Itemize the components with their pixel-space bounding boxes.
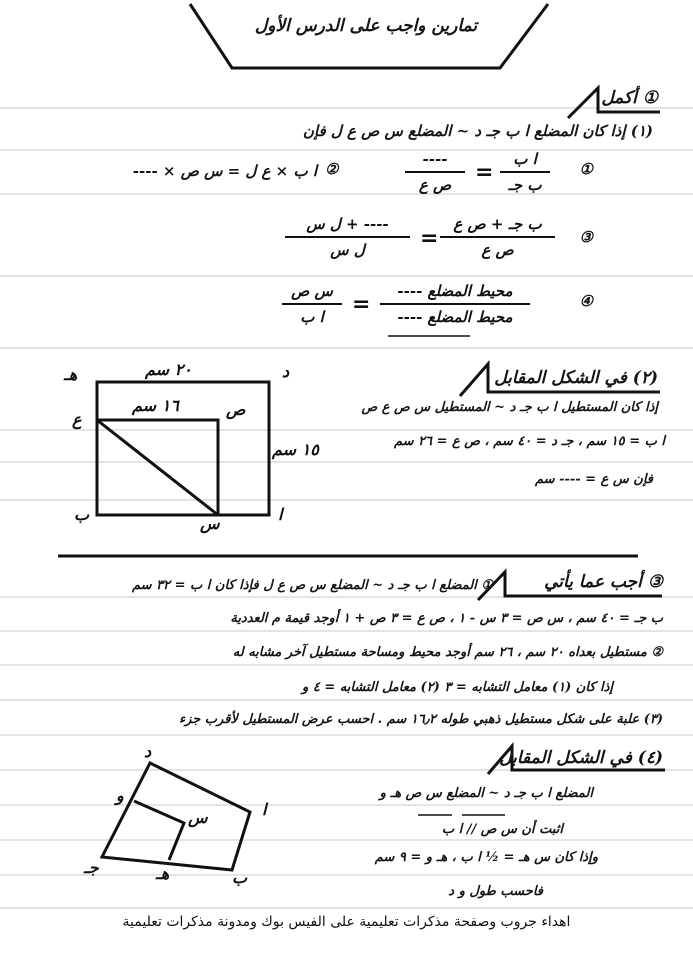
equals-sign: = xyxy=(352,292,371,317)
s3-q2-line2: إذا كان (١) معامل التشابه = ٣ (٢) معامل التشابه = ٤ و xyxy=(302,680,613,695)
s1-q1-c-left-fraction xyxy=(440,215,555,259)
s1-q1-a-left-fraction xyxy=(500,150,550,194)
frac-num: ا ب xyxy=(513,150,537,168)
frac-num: ب جـ + ص ع xyxy=(453,215,542,233)
s2-line3: فإن س ع = ---- سم xyxy=(535,472,653,487)
s1-q1-d-left-fraction xyxy=(380,282,530,326)
fig1-vertex-bot-mid: س xyxy=(200,514,220,533)
footer-credit: اهداء جروب وصفحة مذكرات تعليمية على الفيس بوك ومدونة مذكرات تعليمية xyxy=(122,914,571,930)
fig2-vertex-bot-right: ب xyxy=(232,868,248,887)
section1-heading: ① أكمل xyxy=(601,88,658,108)
s3-q1: ① المضلع ا ب جـ د ~ المضلع س ص ع ل فإذا كان ا ب = ٣٢ سم xyxy=(132,578,493,593)
figure2-quadrilateral xyxy=(102,763,250,870)
s1-q1-b-label: ② xyxy=(325,160,339,178)
fig2-vertex-top: د xyxy=(144,742,152,761)
frac-num: محيط المضلع ---- xyxy=(397,282,513,300)
s1-q1-a-label: ① xyxy=(579,160,593,178)
s2-line1: إذا كان المستطيل ا ب جـ د ~ المستطيل س ص ع ص xyxy=(361,400,658,415)
fig1-side-length: ١٥ سم xyxy=(272,440,319,459)
fig1-vertex-bot-left: ب xyxy=(74,505,90,524)
fig2-vertex-bot-mid: هـ xyxy=(156,864,170,883)
s3-q4-line3: وإذا كان س هـ = ½ ا ب ، هـ و = ٩ سم xyxy=(374,850,598,865)
frac-den: محيط المضلع ---- xyxy=(397,308,513,326)
fig1-vertex-top-left: هـ xyxy=(64,365,78,384)
title-frame xyxy=(190,4,548,68)
frac-den: ص ع xyxy=(418,176,452,194)
frac-num: س ص xyxy=(291,282,333,300)
frac-num: ---- xyxy=(422,150,448,168)
s3-q3: (٣) علبة على شكل مستطيل ذهبي طوله ١٦٫٢ سم . احسب عرض المستطيل لأقرب جزء xyxy=(178,712,663,727)
fig1-vertex-bot-right: ا xyxy=(278,505,283,524)
s3-q4-line1: المضلع ا ب جـ د ~ المضلع س ص هـ و xyxy=(379,786,593,801)
s1-q1-d-right-fraction xyxy=(282,282,342,326)
fig2-vertex-bot-left: جـ xyxy=(84,858,99,877)
fig2-vertex-left-mid: و xyxy=(116,786,124,805)
fig1-vertex-mid-left: ع xyxy=(72,410,82,429)
frac-den: ص ع xyxy=(481,241,514,259)
fig1-vertex-top-right: د xyxy=(282,362,290,381)
s1-q1-c-right-fraction xyxy=(285,215,410,259)
equals-sign: = xyxy=(420,226,439,251)
s3-q4-line4: فاحسب طول و د xyxy=(448,884,543,899)
s1-q1-b-text: ا ب × ع ل = س ص × ---- xyxy=(132,162,317,180)
equals-sign: = xyxy=(475,160,494,185)
s1-q1-a-right-fraction xyxy=(405,150,465,194)
frac-den: ا ب xyxy=(300,308,324,326)
fig1-inner-length: ١٦ سم xyxy=(132,396,179,415)
frac-den: ل س xyxy=(330,241,365,259)
page-title: تمارين واجب على الدرس الأول xyxy=(254,16,478,36)
frac-num: ---- + ل س xyxy=(306,215,389,233)
section3-heading: ③ أجب عما يأتي xyxy=(544,572,663,592)
fig2-vertex-right: ا xyxy=(262,800,267,819)
s3-q4-line2: اثبت أن س ص // ا ب xyxy=(441,822,563,837)
s3-q1-line2: ب جـ = ٤٠ سم ، س ص = ٣ س - ١ ، ص ع = ٣ ص + ١ أوجد قيمة م العددية xyxy=(230,611,663,626)
section2-heading: (٢) في الشكل المقابل xyxy=(494,368,658,388)
s2-line2: ا ب = ١٥ سم ، جـ د = ٤٠ سم ، ص ع = ٢٦ سم xyxy=(394,434,665,449)
s1-q1-c-label: ③ xyxy=(579,228,593,246)
s3-q2: ② مستطيل بعداه ٢٠ سم ، ٢٦ سم أوجد محيط ومساحة مستطيل آخر مشابه له xyxy=(232,645,663,660)
fig2-vertex-inner: س xyxy=(188,808,208,827)
fig1-top-length: ٢٠ سم xyxy=(145,360,192,379)
s1-q1-d-label: ④ xyxy=(579,292,593,310)
frac-den: ب جـ xyxy=(508,176,542,194)
s3-q4-heading: (٤) في الشكل المقابل xyxy=(499,748,663,768)
s1-q1-intro: (١) إذا كان المضلع ا ب جـ د ~ المضلع س ص ع ل فإن xyxy=(302,122,653,140)
fig1-vertex-mid-right: ص xyxy=(226,400,246,419)
